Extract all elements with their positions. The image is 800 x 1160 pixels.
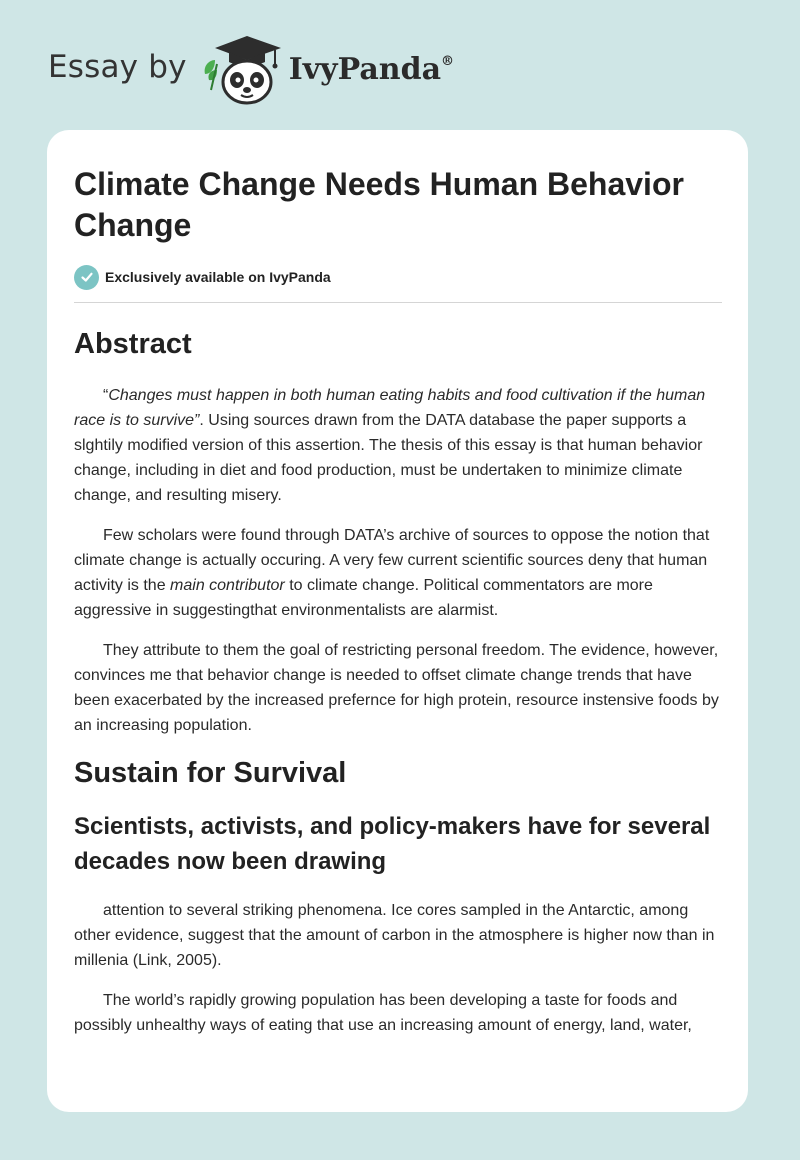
badge-label: Exclusively available on IvyPanda	[105, 269, 331, 285]
site-header	[48, 30, 454, 110]
paragraph-1	[74, 383, 722, 508]
section-heading: Sustain for Survival	[74, 757, 347, 789]
essay-card	[47, 130, 748, 1112]
paragraph-1-text: . Using sources drawn from the DATA database the paper supports a slghtily modified version of this assertion. The thesis of this essay is that human behavior change, including in diet and food production, must be undertaken to minimize climate change, and resulting misery.	[74, 412, 703, 504]
ivypanda-logo[interactable]	[201, 30, 454, 111]
panda-graduation-cap-icon	[201, 30, 283, 111]
registered-mark: ®	[441, 53, 455, 69]
abstract-heading: Abstract	[74, 328, 192, 360]
paragraph-2-part-a: Few scholars were found through DATA’s archive of sources to oppose the notion that climate change is actually occuring. A very few current scientific sources deny that human activity is the	[74, 527, 710, 594]
brand-text: IvyPanda	[288, 51, 442, 87]
exclusive-badge	[74, 264, 722, 290]
paragraph-2	[74, 523, 722, 623]
subsection-heading: Scientists, activists, and policy-makers have for several decades now been drawing	[74, 813, 711, 875]
check-circle-icon	[74, 265, 99, 290]
paragraph-2-emphasis: main contributor	[170, 577, 285, 594]
paragraph-2-part-b: to climate change. Political commentators are more aggressive in suggestingthat environmentalists are alarmist.	[74, 577, 653, 619]
quote-italic: Changes must happen in both human eating habits and food cultivation if the human race is to survive”	[74, 387, 706, 429]
brand-name	[289, 52, 454, 87]
divider	[74, 302, 722, 303]
paragraph-4: attention to several striking phenomena. Ice cores sampled in the Antarctic, among other evidence, suggest that the amount of carbon in the atmosphere is higher now than in millenia (Link, 2005).	[74, 902, 715, 969]
paragraph-3: They attribute to them the goal of restricting personal freedom. The evidence, however, convinces me that behavior change is needed to offset climate change trends that have been exacerbated by the increased prefernce for high protein, resource instensive foods by an increasing population.	[74, 642, 719, 734]
essay-by-label: Essay by	[48, 49, 187, 85]
paragraph-5: The world’s rapidly growing population has been developing a taste for foods and possibly unhealthy ways of eating that use an increasing amount of energy, land, water,	[74, 992, 692, 1034]
essay-title: Climate Change Needs Human Behavior Change	[74, 166, 684, 243]
open-quote: “	[103, 387, 109, 404]
